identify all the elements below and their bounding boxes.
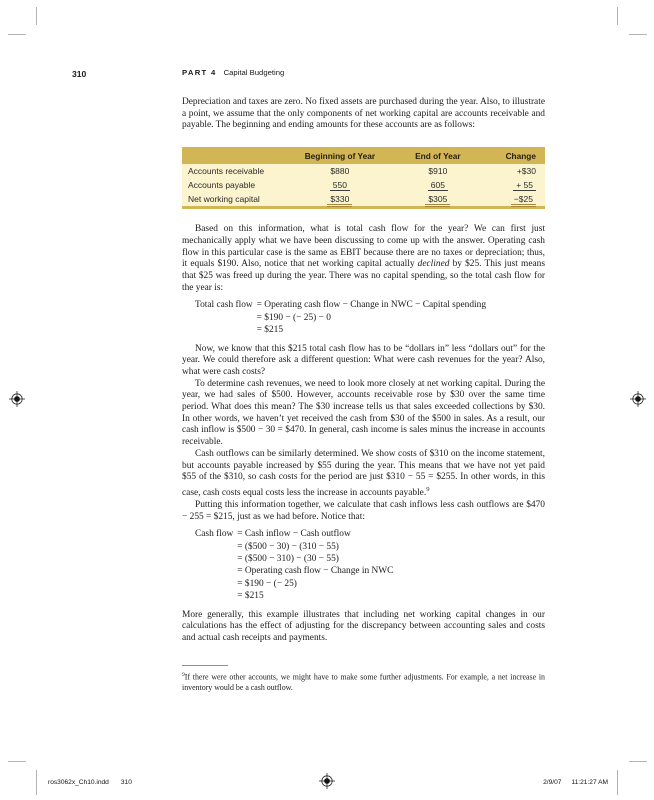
text-run: by $25. This just means that $25 was freed up during the year. There was no capital spending, so the total cash flow for the year is: — [182, 259, 545, 293]
nwc-table-header — [182, 147, 545, 164]
table-row-receivable: Accounts receivable $880 $910 +$30 — [182, 164, 545, 178]
crop-mark-top-right-h — [629, 34, 647, 35]
footnote-rule — [182, 665, 228, 666]
page-number: 310 — [72, 69, 87, 79]
equation-line: = Cash inflow − Cash outflow — [237, 529, 351, 540]
equation-line: = $215 — [237, 591, 264, 602]
footnote — [182, 665, 545, 693]
equation-line: = ($500 − 310) − (30 − 55) — [237, 554, 339, 565]
part-label: PART 4 — [182, 68, 217, 77]
nwc-table — [182, 147, 545, 209]
footer-time: 11:21:27 AM — [571, 779, 608, 786]
equation-line: = Operating cash flow − Change in NWC — [237, 566, 394, 577]
crop-mark-bottom-left-v — [36, 770, 37, 795]
footnote-marker: 9 — [182, 671, 185, 678]
equation-lhs: Cash flow — [195, 529, 234, 540]
equation-lhs: Total cash flow — [195, 300, 253, 311]
crop-mark-bottom-right-v — [617, 770, 618, 795]
equation-line: = $190 − (− 25) − 0 — [256, 312, 331, 323]
cell-value: +$30 — [516, 166, 536, 177]
text-run: Based on this information, what is total cash flow for the year? We can first just mechanically apply what we have been discussing to come up with the answer. Operating cash flow in this particular case is the same as EBIT because there are no taxes or depreciation; thus, it equals $190. Also, notice that net working capital actually — [182, 224, 545, 270]
equation-line: = $190 − (− 25) — [237, 578, 297, 589]
crop-mark-bottom-left-h — [8, 761, 26, 762]
crop-mark-top-right-v — [617, 7, 618, 25]
text-column — [182, 68, 545, 693]
cell-value: 550 — [330, 180, 350, 191]
cell-value: $305 — [425, 194, 450, 207]
table-row-payable: Accounts payable 550 605 + 55 — [182, 178, 545, 192]
footnote-marker: 9 — [426, 485, 430, 493]
equation-cash-flow — [182, 528, 545, 602]
equation-line: = ($500 − 30) − (310 − 55) — [237, 541, 339, 552]
footnote-text: If there were other accounts, we might have to make some further adjustments. For example, a net increase in inventory would be a cash outflow. — [182, 672, 545, 692]
italic-declined: declined — [417, 259, 450, 270]
paragraph-cash-revenues: To determine cash revenues, we need to look more closely at net working capital. During the year, we had sales of $500. However, accounts receivable rose by $30 over the same time period. What does this mean? The $30 increase tells us that sales exceeded collections by $30. In other words, we haven’t yet received the cash from $30 of the $500 in sales. As a result, our cash inflow is $500 − 30 = $470. In general, cash income is sales minus the increase in accounts receivable. — [182, 378, 545, 448]
table-header-beginning: Beginning of Year — [291, 147, 389, 164]
paragraph-dollars-in-out: Now, we know that this $215 total cash flow has to be “dollars in” less “dollars out” for the year. We could therefore ask a different question: What were cash revenues for the year? Also, what were cash costs? — [182, 343, 545, 377]
table-header-change: Change — [487, 147, 545, 164]
footer-date: 2/9/07 — [543, 779, 562, 786]
cell-value: −$25 — [511, 194, 536, 207]
crop-mark-top-left-v — [36, 7, 37, 25]
equation-line: = $215 — [256, 325, 284, 336]
cell-value: + 55 — [513, 180, 536, 191]
equation-total-cash-flow — [182, 299, 545, 336]
registration-mark-icon — [319, 773, 335, 789]
paragraph-more-generally: More generally, this example illustrates that including net working capital changes in our calculations has the effect of adjusting for the discrepancy between accounting sales and costs and actual cash receipts and payments. — [182, 609, 545, 644]
cell-value: $880 — [330, 166, 350, 177]
footer-timestamp — [543, 779, 608, 786]
text-run: Cash outflows can be similarly determined. We show costs of $310 on the income statement, but accounts payable increased by $55 during the year. This means that we have not yet paid $55 of the $310, so cash costs for the period are just $310 − 55 = $255. In other words, in this case, cash costs equal costs less the increase in accounts payable. — [182, 448, 545, 499]
paragraph-putting-together: Putting this information together, we calculate that cash inflows less cash outflows are $470 − 255 = $215, just as we had before. Notice that: — [182, 499, 545, 522]
crop-mark-bottom-right-h — [629, 761, 647, 762]
footer-filename: ros3062x_Ch10.indd — [48, 779, 109, 786]
running-head — [182, 68, 545, 77]
crop-mark-top-left-h — [8, 34, 26, 35]
paragraph-intro: Depreciation and taxes are zero. No fixed assets are purchased during the year. Also, to illustrate a point, we assume that the only components of net working capital are accounts receivable and payable. The beginning and ending amounts for these accounts are as follows: — [182, 97, 545, 131]
part-title: Capital Budgeting — [223, 68, 285, 77]
registration-mark-icon — [630, 391, 646, 407]
cell-value: $330 — [327, 194, 352, 207]
registration-mark-icon — [9, 391, 25, 407]
cell-value: 605 — [428, 180, 448, 191]
footer-page: 310 — [120, 779, 132, 786]
footer-file-info — [48, 779, 132, 786]
paragraph-cash-outflows — [182, 449, 545, 500]
table-row-nwc: Net working capital $330 $305 −$25 — [182, 192, 545, 208]
table-header-blank — [182, 147, 291, 164]
equation-line: = Operating cash flow − Change in NWC − Capital spending — [256, 300, 487, 311]
paragraph-based-on — [182, 224, 545, 294]
table-header-end: End of Year — [389, 147, 487, 164]
cell-value: $910 — [428, 166, 448, 177]
